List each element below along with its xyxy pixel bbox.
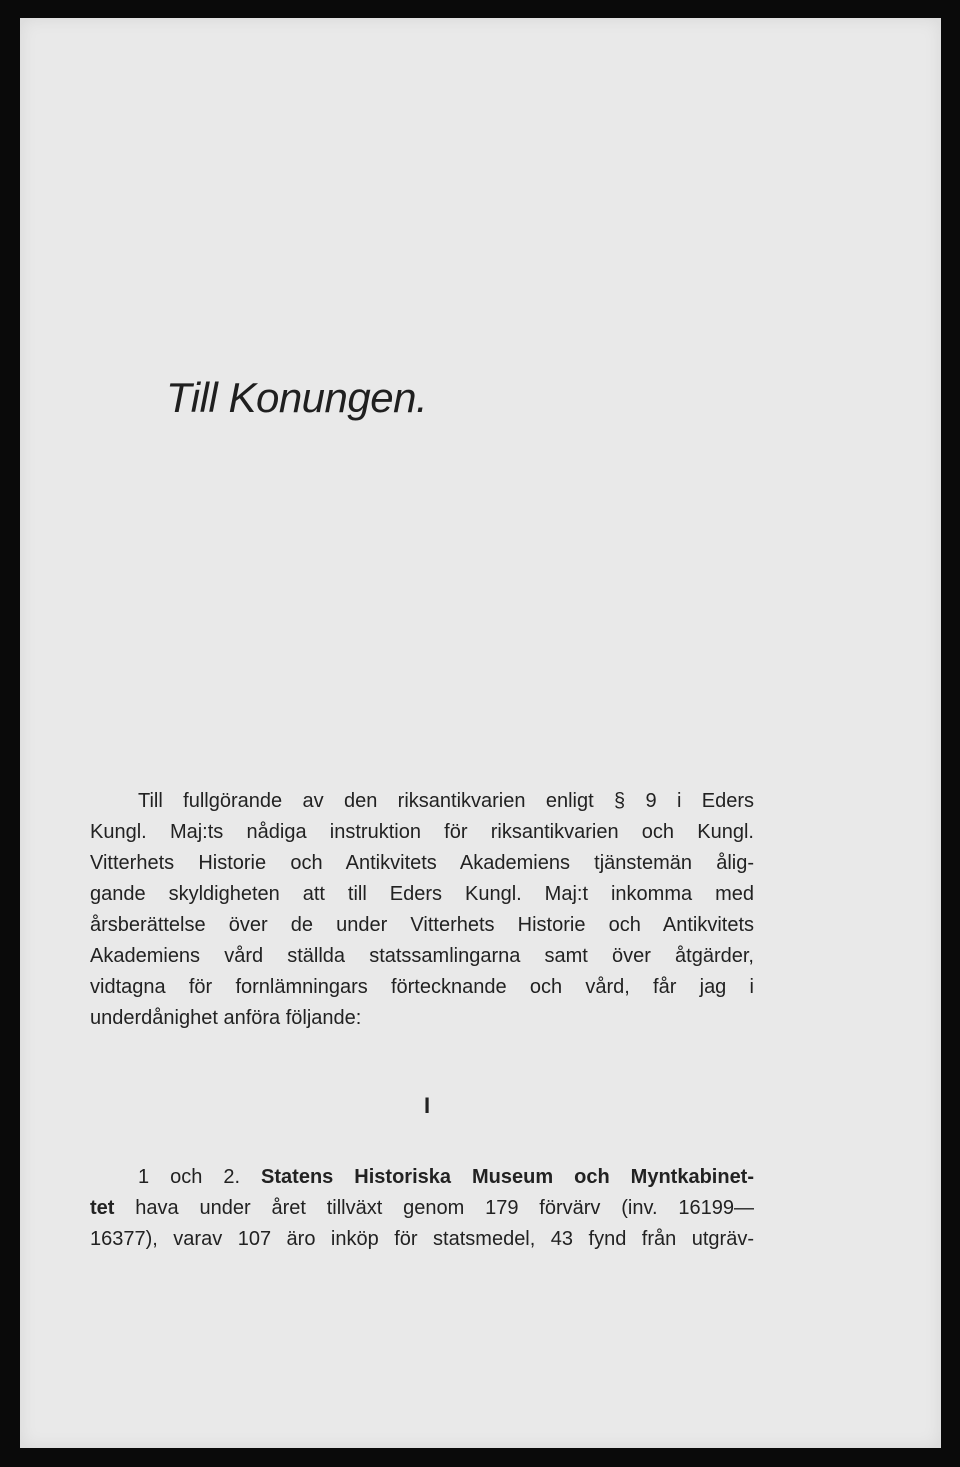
institution-name: Statens Historiska Museum och Myntkabinet- [261, 1166, 755, 1188]
text-line: Till fullgörande av den riksantikvarien enligt § 9 i Eders [138, 790, 754, 812]
text-fragment: hava under året tillväxt genom 179 förvärv (inv. 16199— [114, 1197, 754, 1219]
text-line: Vitterhets Historie och Antikvitets Akademiens tjänstemän ålig- [90, 852, 754, 874]
institution-name-end: tet [90, 1197, 115, 1219]
text-line: vidtagna för fornlämningars förtecknande och vård, får jag i [90, 976, 754, 998]
item-number: 1 och 2. [138, 1166, 262, 1188]
text-line: gande skyldigheten att till Eders Kungl. Maj:t inkomma med [90, 883, 754, 905]
paragraph-museum [90, 1162, 754, 1255]
text-line: 16377), varav 107 äro inköp för statsmedel, 43 fynd från utgräv- [90, 1228, 754, 1250]
text-line [90, 1193, 754, 1224]
text-line: Kungl. Maj:ts nådiga instruktion för riksantikvarien och Kungl. [90, 821, 754, 843]
paragraph-intro [90, 786, 754, 1034]
text-line [90, 1162, 754, 1193]
text-line: underdånighet anföra följande: [90, 1007, 362, 1029]
text-line: årsberättelse över de under Vitterhets Historie och Antikvitets [90, 914, 754, 936]
document-page [20, 18, 941, 1448]
page-title: Till Konungen. [166, 374, 428, 421]
section-numeral: I [424, 1093, 431, 1118]
text-line: Akademiens vård ställda statssamlingarna samt över åtgärder, [90, 945, 754, 967]
